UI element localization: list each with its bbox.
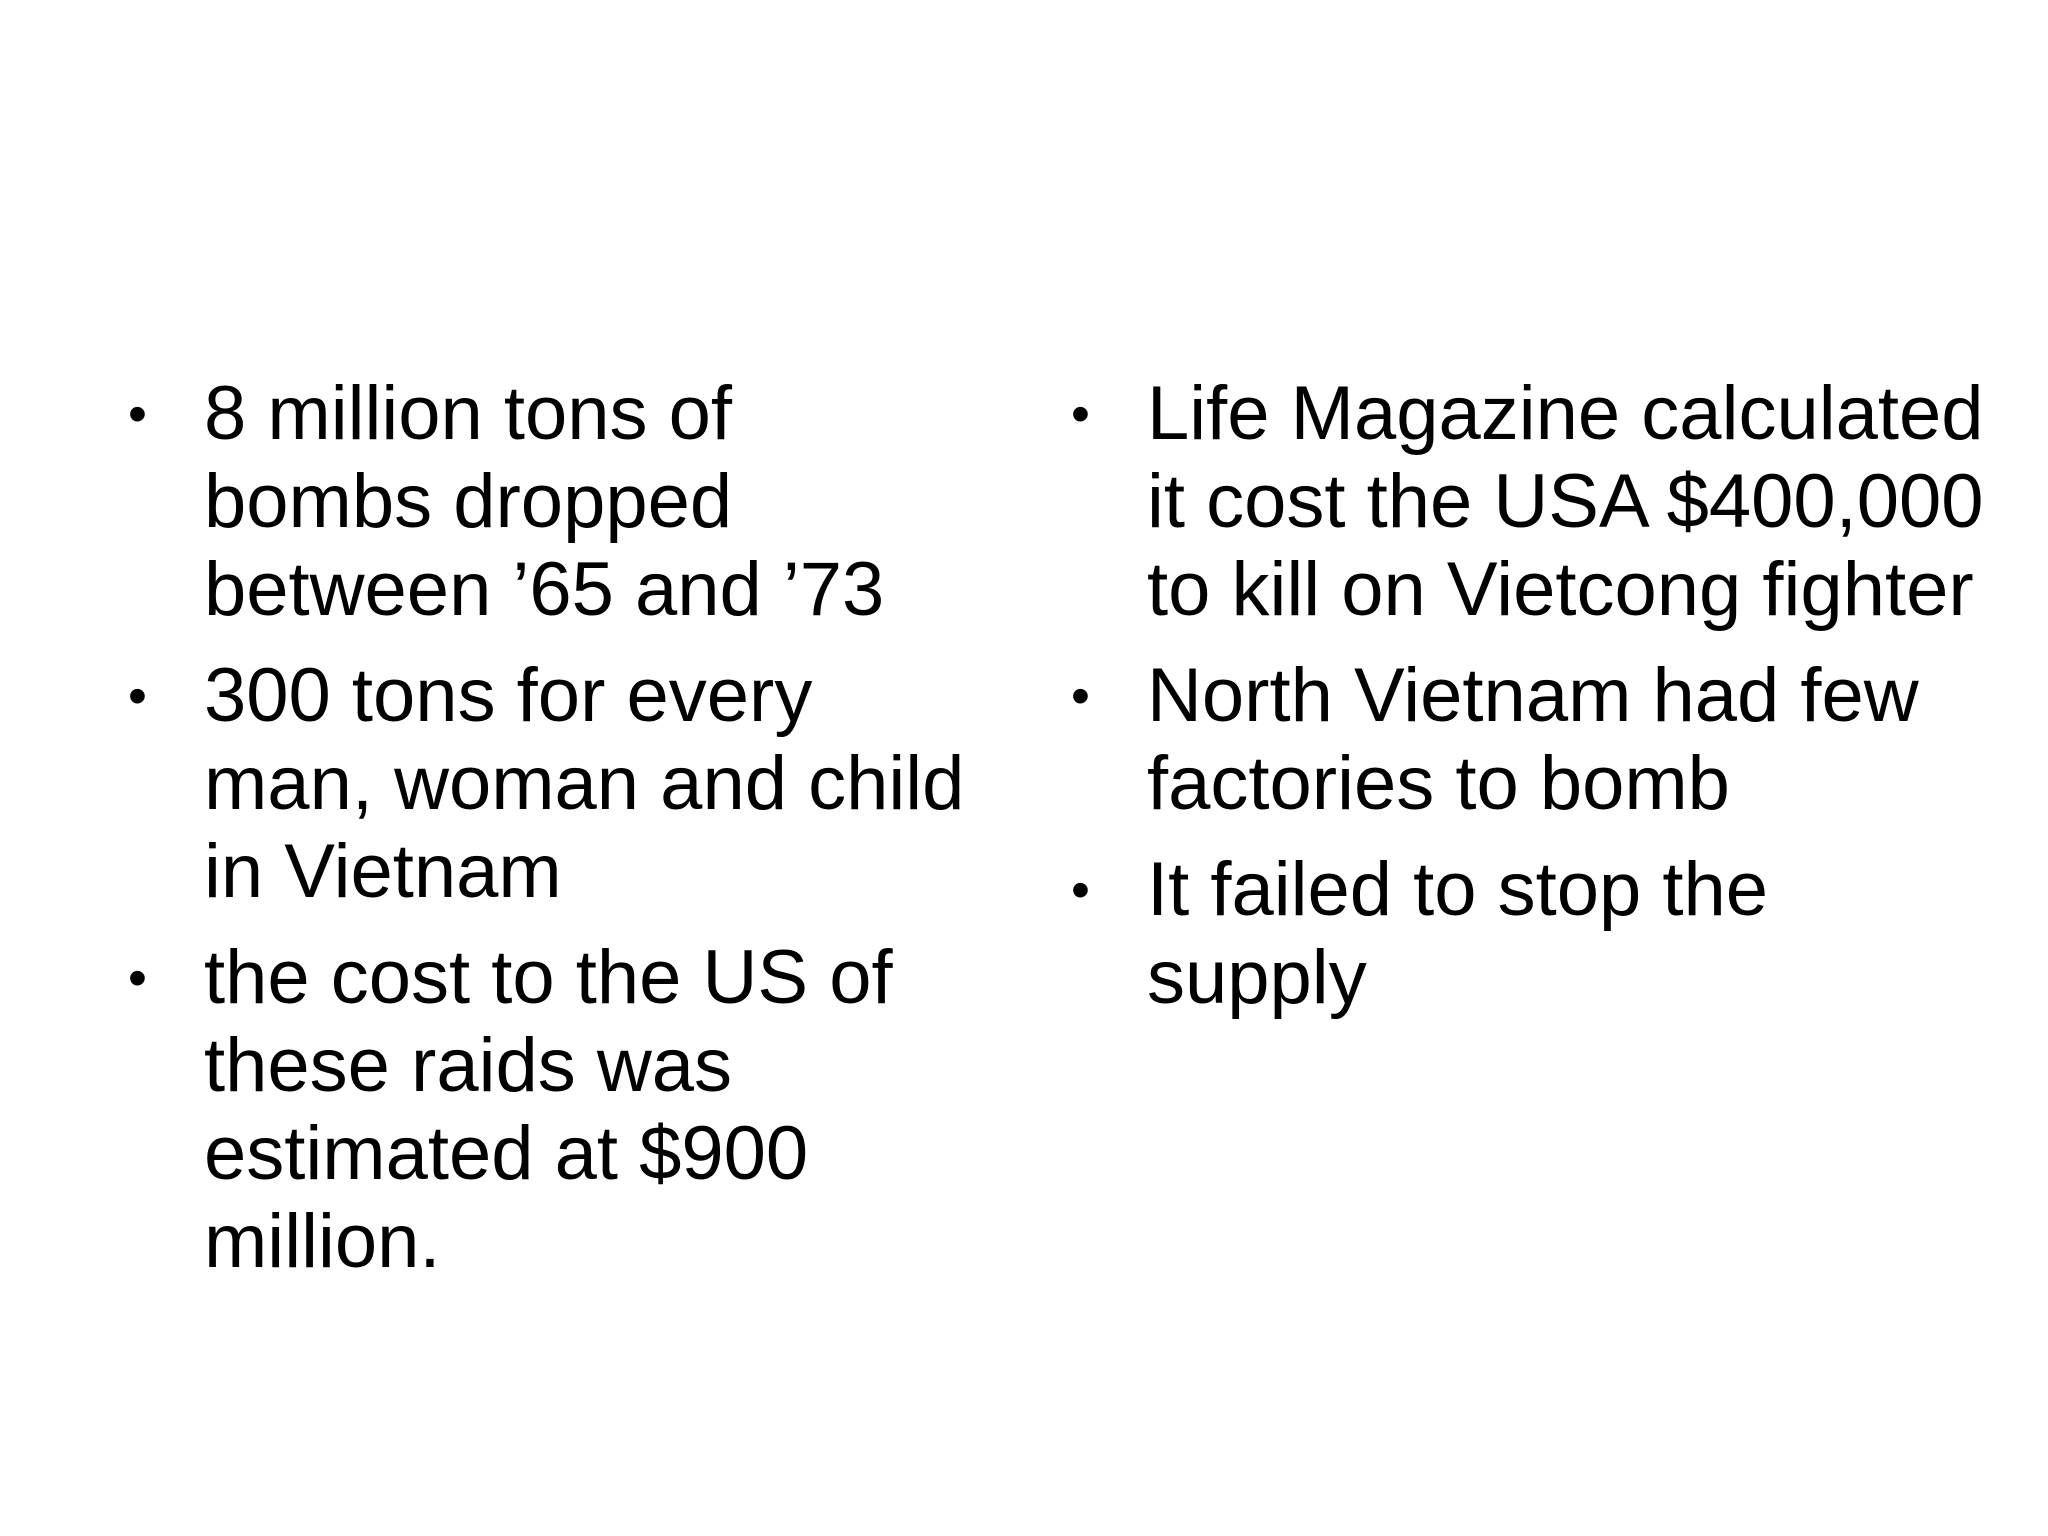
- list-item: [1063, 652, 2003, 828]
- bullet-icon: •: [1071, 384, 1090, 444]
- list-item: [1063, 846, 2003, 1022]
- bullet-icon: •: [128, 666, 147, 726]
- list-item: [1063, 370, 2003, 634]
- list-item: [120, 652, 980, 916]
- left-bullet-list: [120, 370, 980, 1304]
- bullet-text: 300 tons for every man, woman and child in Vietnam: [204, 653, 965, 914]
- bullet-text: Life Magazine calculated it cost the USA $400,000 to kill on Vietcong fighter: [1147, 371, 1984, 632]
- bullet-icon: •: [1071, 860, 1090, 920]
- list-item: [120, 934, 980, 1286]
- bullet-text: 8 million tons of bombs dropped between ’65 and ’73: [204, 371, 885, 632]
- bullet-icon: •: [128, 384, 147, 444]
- bullet-text: the cost to the US of these raids was estimated at $900 million.: [204, 935, 893, 1284]
- bullet-icon: •: [1071, 666, 1090, 726]
- bullet-text: North Vietnam had few factories to bomb: [1147, 653, 1919, 826]
- bullet-text: It failed to stop the supply: [1147, 847, 1769, 1020]
- bullet-icon: •: [128, 948, 147, 1008]
- list-item: [120, 370, 980, 634]
- right-bullet-list: [1063, 370, 2003, 1040]
